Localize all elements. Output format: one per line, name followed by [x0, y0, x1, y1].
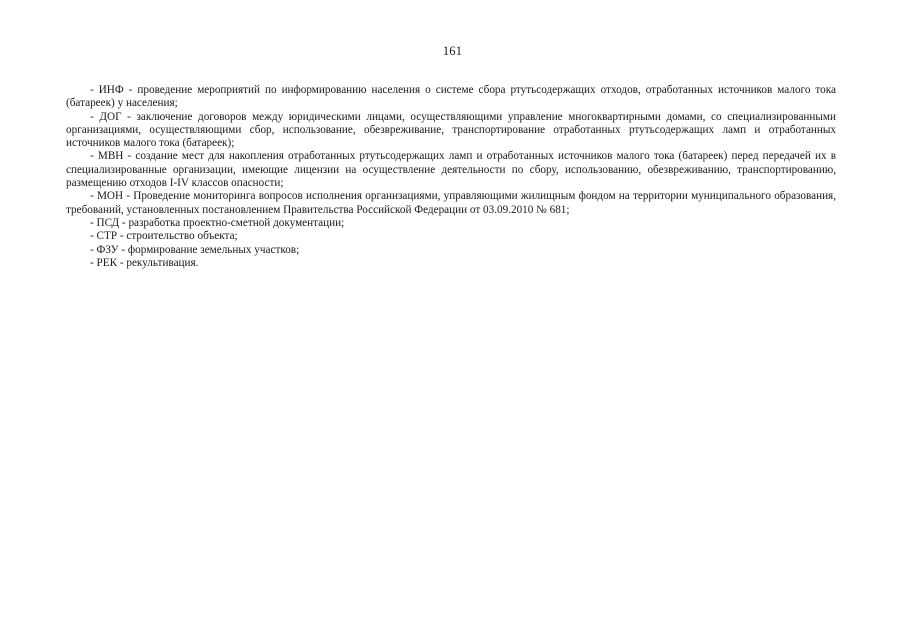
paragraph-psd: - ПСД - разработка проектно-сметной документации; [90, 216, 345, 229]
page-number: 161 [442, 44, 463, 58]
paragraph-str: - СТР - строительство объекта; [90, 230, 238, 243]
paragraph-inf: - ИНФ - проведение мероприятий по информированию населения о системе сбора ртутьсодержащих отходов, отработанных источников малого тока (батареек) у населения; [66, 84, 836, 110]
paragraph-fzu: - ФЗУ - формирование земельных участков; [90, 243, 300, 256]
paragraph-dog: - ДОГ - заключение договоров между юридическими лицами, осуществляющими управление многоквартирными домами, со специализированными организациями, осуществляющими сбор, использование, обезвреживание, транспортирование отработанных ртутьсодержащих ламп и отработанных источников малого тока (батареек); [66, 110, 836, 150]
paragraph-mvn: - МВН - создание мест для накопления отработанных ртутьсодержащих ламп и отработанных источников малого тока (батареек) перед передачей их в специализированные организации, имеющие лицензии на осуществление деятельности по сбору, использованию, обезвреживанию, транспортированию, размещению отходов I-IV классов опасности; [66, 150, 836, 190]
abbreviation-list [66, 84, 836, 270]
paragraph-mon: - МОН - Проведение мониторинга вопросов исполнения организациями, управляющими жилищным фондом на территории муниципального образования, требований, установленных постановлением Правительства Российской Федерации от 03.09.2010 № 681; [66, 190, 836, 216]
paragraph-rek: - РЕК - рекультивация. [90, 256, 199, 269]
